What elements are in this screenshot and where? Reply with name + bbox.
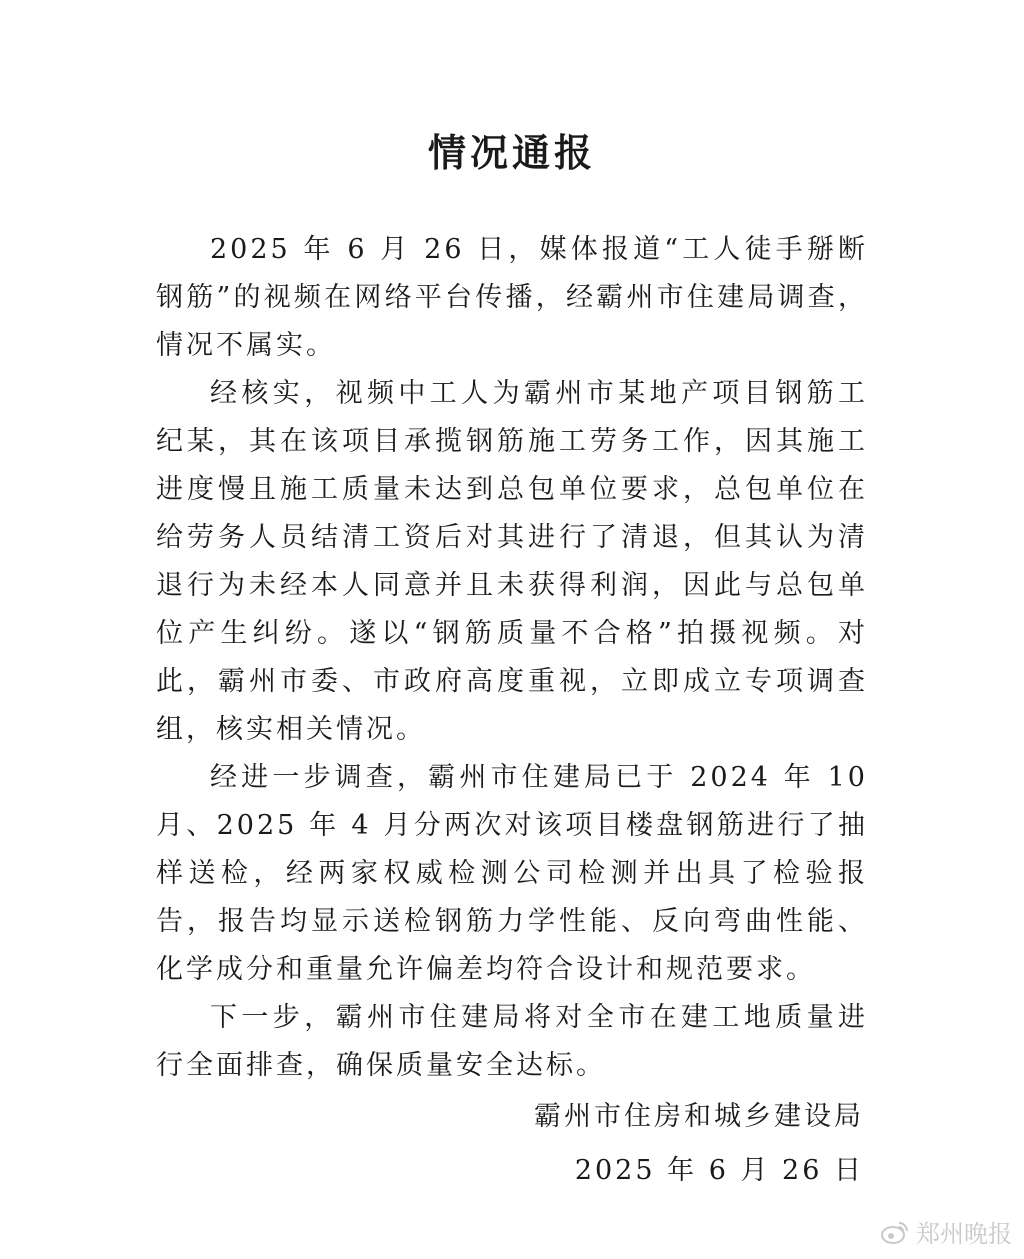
watermark [880, 1214, 1012, 1249]
signature-date: 2025 年 6 月 26 日 [574, 1155, 864, 1186]
paragraph-2: 经核实，视频中工人为霸州市某地产项目钢筋工纪某，其在该项目承揽钢筋施工劳务工作，因其施工进度慢且施工质量未达到总包单位要求，总包单位在给劳务人员结清工资后对其进行了清退，但其认为清退行为未经本人同意并且未获得利润，因此与总包单位产生纠纷。遂以“钢筋质量不合格”拍摄视频。对此，霸州市委、市政府高度重视，立即成立专项调查组，核实相关情况。 [156, 378, 868, 745]
document-title: 情况通报 [427, 131, 596, 175]
paragraph-3: 经进一步调查，霸州市住建局已于 2024 年 10 月、2025 年 4 月分两次对该项目楼盘钢筋进行了抽样送检，经两家权威检测公司检测并出具了检验报告，报告均显示送检钢筋力学性能、反向弯曲性能、化学成分和重量允许偏差均符合设计和规范要求。 [156, 762, 868, 985]
watermark-text: 郑州晚报 [916, 1220, 1012, 1248]
paragraph-1: 2025 年 6 月 26 日，媒体报道“工人徒手掰断钢筋”的视频在网络平台传播，经霸州市住建局调查，情况不属实。 [156, 234, 868, 361]
signature-organization: 霸州市住房和城乡建设局 [534, 1101, 864, 1132]
document-body [156, 226, 868, 1090]
paragraph-4: 下一步，霸州市住建局将对全市在建工地质量进行全面排查，确保质量安全达标。 [156, 1002, 868, 1081]
weibo-icon [880, 1219, 910, 1245]
